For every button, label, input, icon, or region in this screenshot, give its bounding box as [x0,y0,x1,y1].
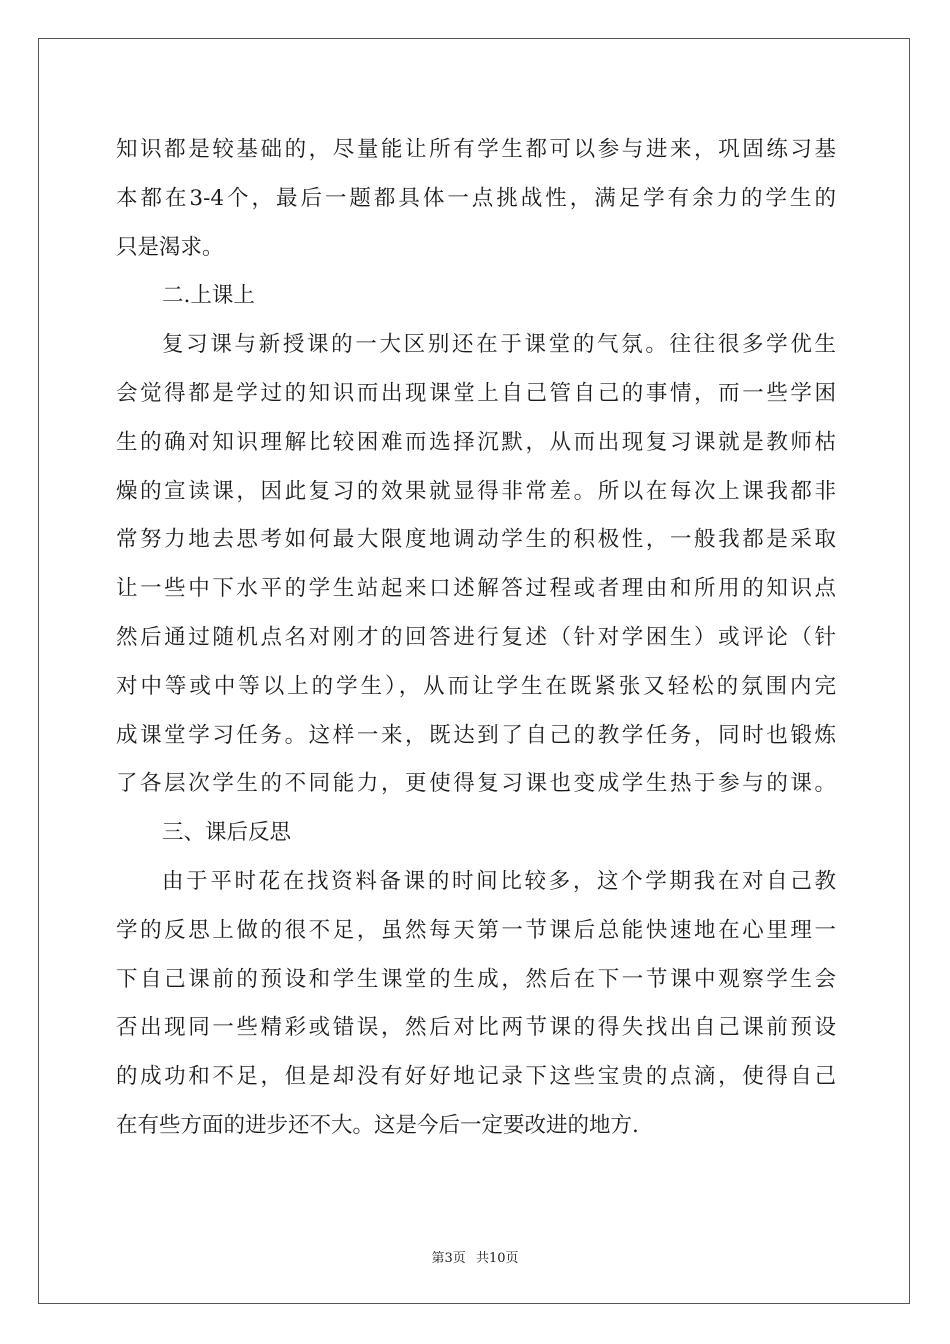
text-line: 下自己课前的预设和学生课堂的生成，然后在下一节课中观察学生会 [116,966,836,992]
page-total: 共10页 [475,1251,519,1266]
document-body [116,126,836,1151]
text-line: 生的确对知识理解比较困难而选择沉默，从而出现复习课就是教师枯 [116,429,836,455]
text-line: 常努力地去思考如何最大限度地调动学生的积极性，一般我都是采取 [116,527,836,553]
text-line: 知识都是较基础的，尽量能让所有学生都可以参与进来，巩固练习基 [116,137,836,162]
text-line: 由于平时花在找资料备课的时间比较多，这个学期我在对自己教 [162,868,836,894]
text-line: 复习课与新授课的一大区别还在于课堂的气氛。往往很多学优生 [162,332,836,358]
text-line: 的成功和不足，但是却没有好好地记录下这些宝贵的点滴，使得自己 [116,1064,836,1090]
page-footer [0,1247,950,1266]
page-number: 第3页 [431,1251,466,1266]
text-line: 本都在3-4个，最后一题都具体一点挑战性，满足学有余力的学生的 [116,185,836,211]
text-line: 在有些方面的进步还不大。这是今后一定要改进的地方. [116,1112,639,1138]
text-line: 只是渴求。 [116,234,224,260]
text-line: 会觉得都是学过的知识而出现课堂上自己管自己的事情，而一些学困 [116,380,836,406]
text-line: 然后通过随机点名对刚才的回答进行复述（针对学困生）或评论（针 [116,624,836,650]
text-line: 燥的宣读课，因此复习的效果就显得非常差。所以在每次上课我都非 [116,478,836,504]
text-line: 三、课后反思 [162,820,292,846]
text-line: 成课堂学习任务。这样一来，既达到了自己的教学任务，同时也锻炼 [116,722,836,748]
text-line: 学的反思上做的很不足，虽然每天第一节课后总能快速地在心里理一 [116,917,836,943]
text-line: 二.上课上 [162,283,255,309]
text-line: 否出现同一些精彩或错误，然后对比两节课的得失找出自己课前预设 [116,1015,836,1041]
text-line: 对中等或中等以上的学生），从而让学生在既紧张又轻松的氛围内完 [116,673,836,699]
text-line: 让一些中下水平的学生站起来口述解答过程或者理由和所用的知识点 [116,576,836,602]
text-line: 了各层次学生的不同能力，更使得复习课也变成学生热于参与的课。 [116,771,836,797]
